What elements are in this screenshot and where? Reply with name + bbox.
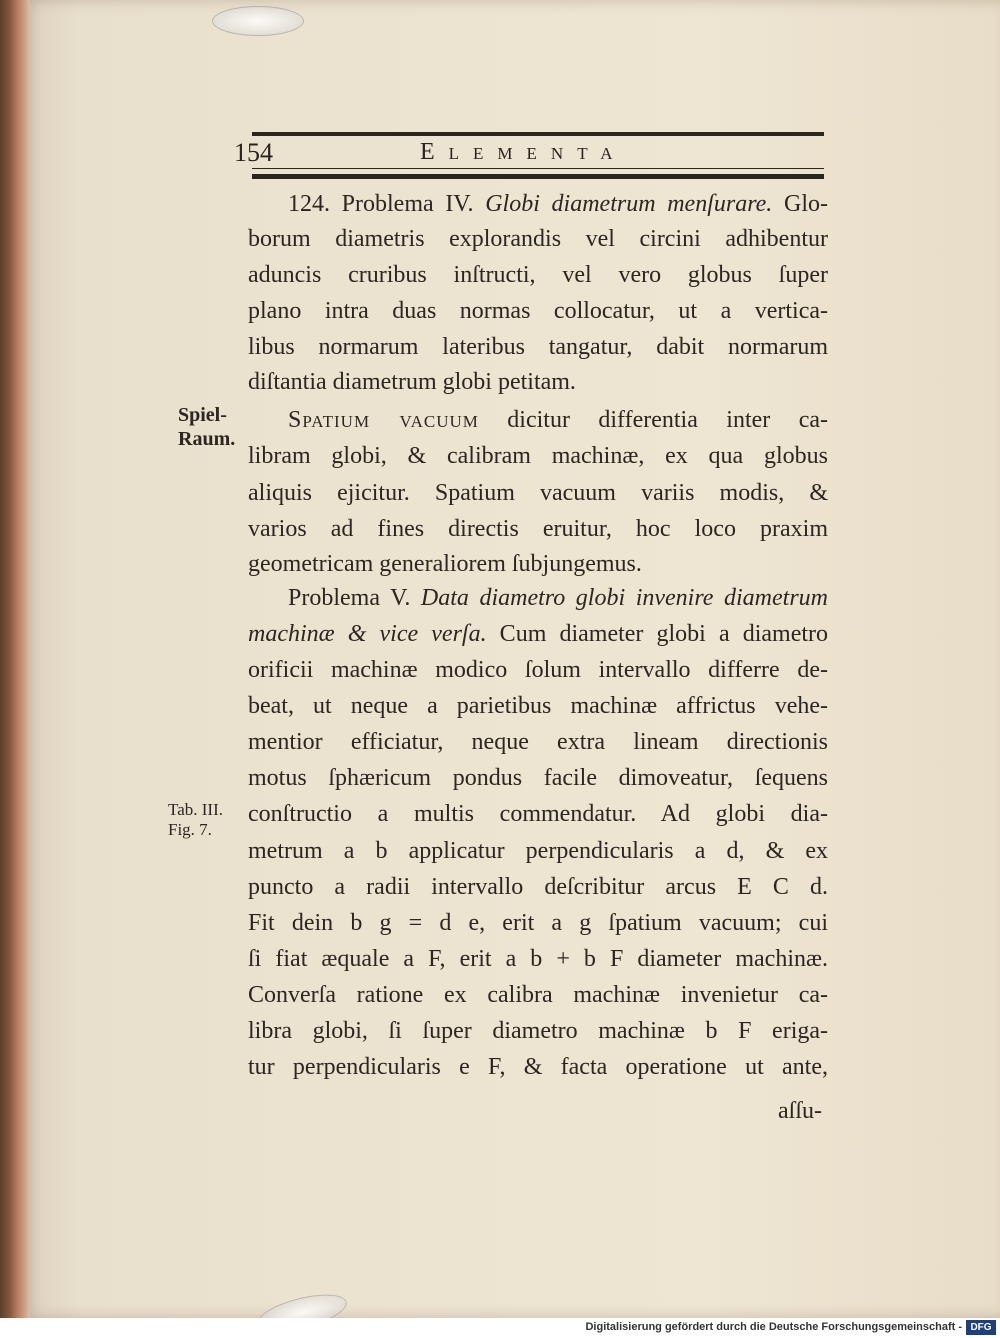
margin-note-line: Fig. 7. xyxy=(168,820,212,839)
text-line: ſi fiat æquale a F, erit a b + b F diameter machinæ. xyxy=(248,946,828,972)
margin-note-line: Spiel- xyxy=(178,404,227,426)
text-line: libra globi, ſi ſuper diametro machinæ b F eriga- xyxy=(248,1018,828,1044)
problem-title: Data diametro globi invenire diametrum xyxy=(420,585,828,611)
problem-title: machinæ & vice verſa. xyxy=(248,621,487,647)
text-line xyxy=(288,583,828,613)
text-fragment: Cum diameter globi a diametro xyxy=(486,621,829,647)
footer-credit: Digitalisierung gefördert durch die Deutsche Forschungsgemeinschaft - xyxy=(585,1321,962,1333)
text-line: Fit dein b g = d e, erit a g ſpatium vacuum; cui xyxy=(248,910,828,936)
text-line xyxy=(248,619,828,649)
dfg-logo-icon: DFG xyxy=(966,1320,996,1335)
text-line: Converſa ratione ex calibra machinæ invenietur ca- xyxy=(248,982,828,1008)
margin-note-line: Tab. III. xyxy=(168,800,223,819)
problem-heading: Problema V. xyxy=(288,585,421,611)
text-line: aliquis ejicitur. Spatium vacuum variis modis, & xyxy=(248,480,828,506)
text-line: orificii machinæ modico ſolum intervallo differre de- xyxy=(248,657,828,683)
margin-note-line: Raum. xyxy=(178,428,236,450)
text-line: conſtructio a multis commendatur. Ad globi dia- xyxy=(248,801,828,827)
text-line: libram globi, & calibram machinæ, ex qua globus xyxy=(248,443,828,469)
header-rule-thin xyxy=(252,168,824,169)
text-line xyxy=(288,189,828,219)
text-line: aduncis cruribus inſtructi, vel vero globus ſuper xyxy=(248,262,828,288)
text-line: motus ſphæricum pondus facile dimoveatur, ſequens xyxy=(248,765,828,791)
page-number: 154 xyxy=(234,138,273,167)
text-line: metrum a b applicatur perpendicularis a d, & ex xyxy=(248,838,828,864)
text-line: mentior efficiatur, neque extra lineam directionis xyxy=(248,729,828,755)
book-edge xyxy=(0,0,30,1338)
text-line: plano intra duas normas collocatur, ut a vertica- xyxy=(248,298,828,324)
header-rule-bottom xyxy=(252,174,824,179)
text-fragment: dicitur differentia inter ca- xyxy=(478,407,828,433)
term-spatium-vacuum: Spatium vacuum xyxy=(288,407,479,433)
text-line: geometricam generaliorem ſubjungemus. xyxy=(248,551,642,577)
catchword: aſſu- xyxy=(778,1098,822,1124)
margin-note-figure-ref xyxy=(168,800,223,840)
text-line: varios ad fines directis eruitur, hoc loco praxim xyxy=(248,516,828,542)
text-line: puncto a radii intervallo deſcribitur arcus E C d. xyxy=(248,874,828,900)
margin-note-spielraum xyxy=(178,403,235,451)
header-rule-top xyxy=(252,132,824,136)
text-line: borum diametris explorandis vel circini adhibentur xyxy=(248,226,828,252)
running-title: Elementa xyxy=(420,139,627,165)
problem-title: Globi diametrum menſurare. xyxy=(485,191,773,217)
page-clip-top xyxy=(212,6,304,36)
text-line: tur perpendicularis e F, & facta operatione ut ante, xyxy=(248,1054,828,1080)
problem-heading: 124. Problema IV. xyxy=(288,191,486,217)
text-fragment: Glo- xyxy=(772,191,828,217)
text-line xyxy=(288,405,828,435)
text-line: beat, ut neque a parietibus machinæ affrictus vehe- xyxy=(248,693,828,719)
text-line: libus normarum lateribus tangatur, dabit normarum xyxy=(248,334,828,360)
text-line: diſtantia diametrum globi petitam. xyxy=(248,369,576,395)
